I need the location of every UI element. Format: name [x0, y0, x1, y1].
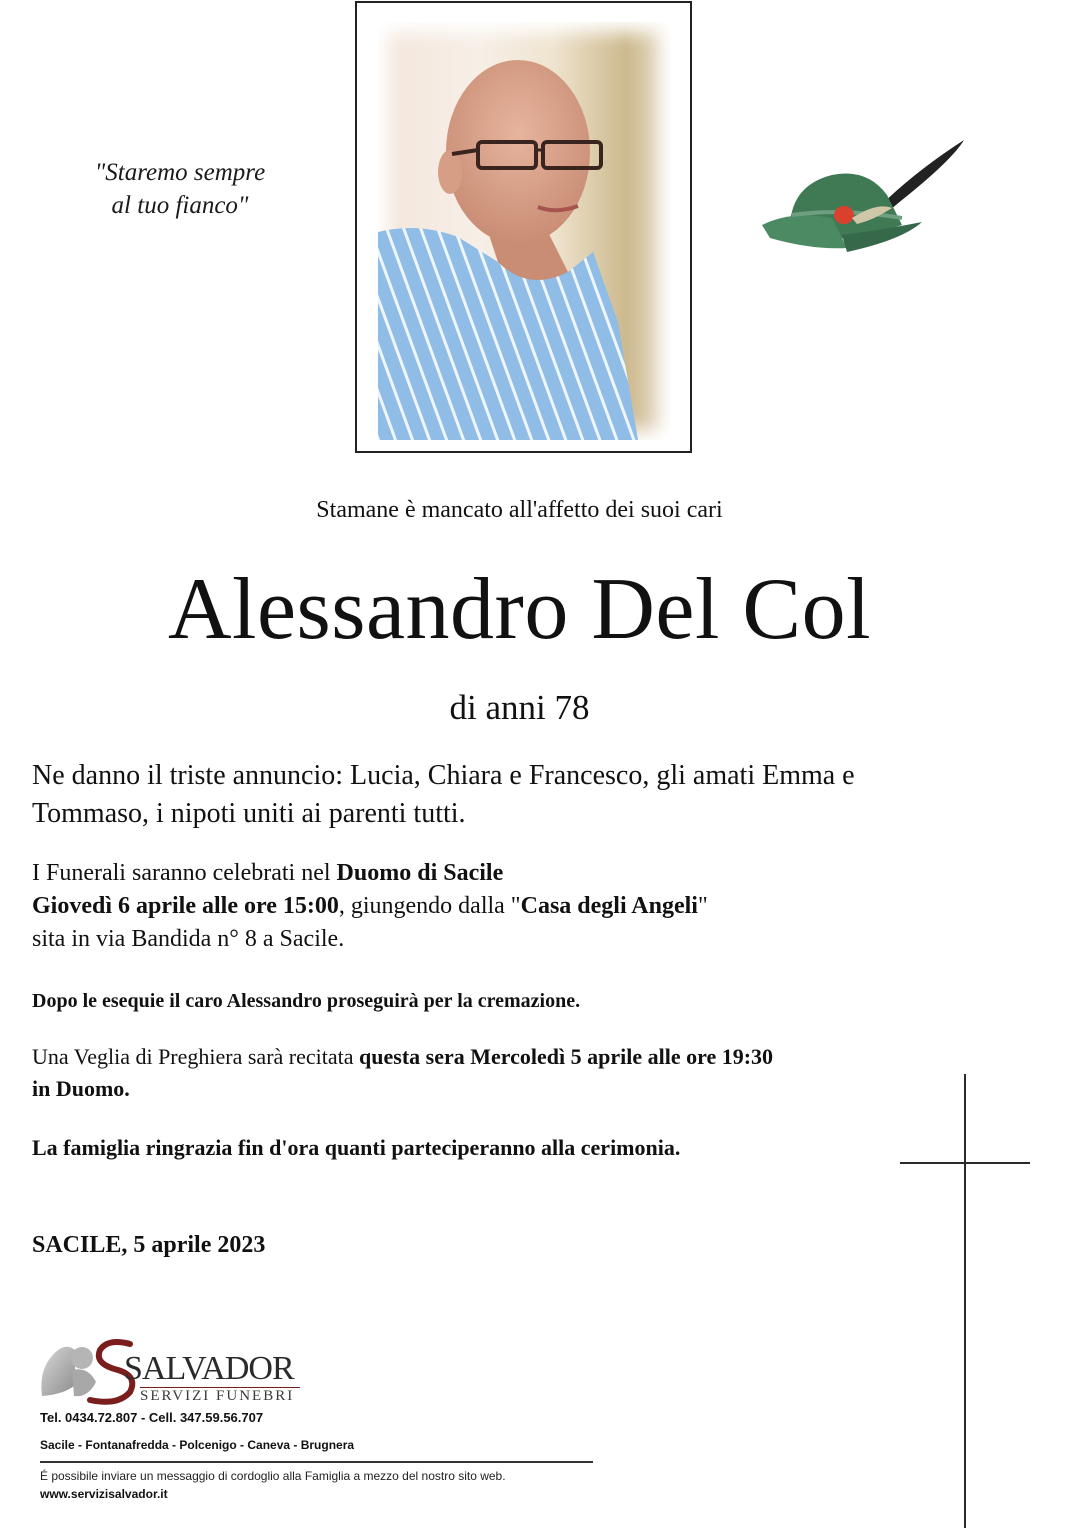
announcement-line-2: Tommaso, i nipoti uniti ai parenti tutti. — [32, 798, 466, 829]
announcement-line-1: Ne danno il triste annuncio: Lucia, Chiara e Francesco, gli amati Emma e — [32, 760, 855, 791]
deceased-name: Alessandro Del Col — [167, 561, 872, 658]
funeral-church: Duomo di Sacile — [336, 860, 504, 886]
vigil-line-2 — [32, 1073, 1032, 1105]
logo-wordmark: SALVADOR — [124, 1350, 294, 1387]
funeral-text: , giungendo dalla " — [338, 893, 521, 919]
cremation-note: Dopo le esequie il caro Alessandro proseguirà per la cremazione. — [32, 990, 581, 1012]
portrait-photo — [378, 22, 670, 440]
funeral-line-3: sita in via Bandida n° 8 a Sacile. — [32, 926, 345, 952]
salvador-logo — [38, 1336, 303, 1408]
cross-icon-horizontal — [900, 1162, 1030, 1164]
portrait-frame — [355, 1, 692, 453]
footer-divider — [40, 1461, 593, 1463]
intro-line: Stamane è mancato all'affetto dei suoi cari — [316, 497, 723, 523]
vigil-line-1 — [32, 1041, 1032, 1073]
logo-subtitle: SERVIZI FUNEBRI — [140, 1388, 295, 1404]
funeral-line-1 — [32, 857, 1032, 890]
alpine-hat-icon — [752, 130, 972, 265]
funeral-paragraph — [32, 857, 1032, 956]
funeral-text: I Funerali saranno celebrati nel — [32, 860, 337, 886]
website-link[interactable]: www.servizisalvador.it — [40, 1487, 168, 1501]
funeral-home: Casa degli Angeli — [520, 893, 698, 919]
vigil-datetime: questa sera Mercoledì 5 aprile alle ore 19:30 — [359, 1044, 774, 1069]
funeral-datetime: Giovedì 6 aprile alle ore 15:00 — [32, 893, 339, 919]
funeral-text: " — [697, 893, 708, 919]
cross-icon-vertical — [964, 1074, 966, 1528]
thanks-note: La famiglia ringrazia fin d'ora quanti parteciperanno alla cerimonia. — [32, 1135, 681, 1160]
vigil-location: in Duomo. — [32, 1076, 130, 1101]
quote-line-1: "Staremo sempre — [94, 159, 266, 186]
portrait-illustration — [378, 22, 670, 440]
announcement-paragraph — [32, 757, 1022, 833]
condolence-note: É possibile inviare un messaggio di cordoglio alla Famiglia a mezzo del nostro sito web. — [40, 1469, 506, 1483]
memorial-quote — [60, 156, 300, 222]
vigil-text: Una Veglia di Preghiera sarà recitata — [32, 1044, 360, 1069]
quote-line-2: al tuo fianco" — [111, 192, 249, 219]
deceased-age: di anni 78 — [449, 688, 590, 727]
place-date: SACILE, 5 aprile 2023 — [32, 1232, 266, 1258]
vigil-paragraph — [32, 1041, 1032, 1105]
funeral-line-2 — [32, 890, 1032, 923]
service-towns: Sacile - Fontanafredda - Polcenigo - Caneva - Brugnera — [40, 1438, 355, 1452]
contact-numbers: Tel. 0434.72.807 - Cell. 347.59.56.707 — [40, 1410, 264, 1425]
